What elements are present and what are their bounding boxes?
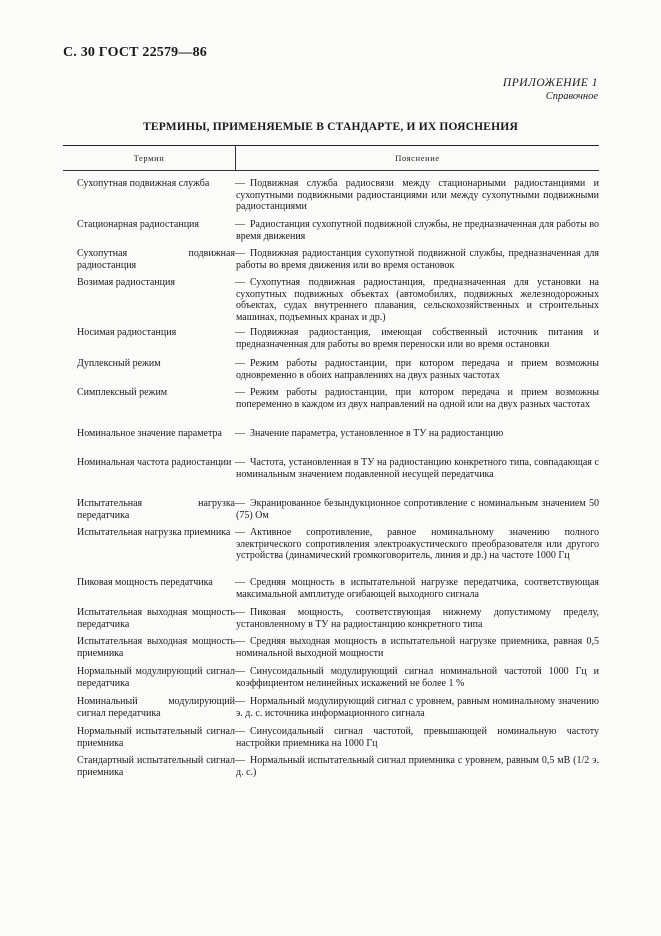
term-cell: Нормальный испытательный сигнал приемника (77, 726, 235, 749)
row-divider: — (235, 636, 245, 647)
table-header-rule (63, 170, 599, 171)
term-cell: Носимая радиостанция (77, 327, 177, 338)
appendix-title: ПРИЛОЖЕНИЕ 1 (502, 77, 598, 89)
explanation-cell: Режим работы радиостанции, при котором передача и прием возможны одновременно в обоих направлениях на двух разных частотах (236, 358, 599, 381)
term-cell: Испытательная выходная мощность приемника (77, 636, 235, 659)
explanation-cell: Режим работы радиостанции, при котором передача и прием возможны попеременно в каждом из двух направлений на одной или на двух разных частотах (236, 387, 599, 410)
row-divider: — (235, 277, 245, 288)
row-divider: — (235, 358, 245, 369)
explanation-cell: Подвижная радиостанция сухопутной подвижной службы, предназначенная для работы во время движения или во время остановок (236, 248, 599, 271)
explanation-cell: Частота, установленная в ТУ на радиостанцию конкретного типа, совпадающая с номинальным значением подавленной несущей передатчика (236, 457, 599, 480)
row-divider: — (235, 387, 245, 398)
row-divider: — (235, 607, 245, 618)
term-cell: Дуплексный режим (77, 358, 161, 369)
term-cell: Испытательная выходная мощность передатчика (77, 607, 235, 630)
row-divider: — (235, 327, 245, 338)
column-header-explanation: Пояснение (395, 153, 440, 163)
appendix-subtitle: Справочное (545, 91, 598, 102)
explanation-cell: Пиковая мощность, соответствующая нижнему допустимому пределу, установленному в ТУ на радиостанцию конкретного типа (236, 607, 599, 630)
term-cell: Номинальное значение параметра (77, 428, 222, 439)
row-divider: — (235, 219, 245, 230)
table-top-rule (63, 145, 599, 146)
term-cell: Номинальный модулирующий сигнал передатчика (77, 696, 235, 719)
row-divider: — (235, 248, 245, 259)
term-cell: Испытательная нагрузка приемника (77, 527, 231, 538)
explanation-cell: Сухопутная подвижная радиостанция, предназначенная для установки на сухопутных подвижных объектах (автомобилях, подвижных железнодорожных объектах, судах внутреннего плавания, сельскохозяйственных и строительных машинах, подъемных кранах и др.) (236, 277, 599, 323)
row-divider: — (235, 696, 245, 707)
document-title: ТЕРМИНЫ, ПРИМЕНЯЕМЫЕ В СТАНДАРТЕ, И ИХ ПОЯСНЕНИЯ (143, 121, 518, 133)
explanation-cell: Активное сопротивление, равное номинальному значению полного электрического сопротивления электроакустического преобразователя или другого устройства (динамический громкоговоритель, линия и др.) на частоте 1000 Гц (236, 527, 599, 562)
term-cell: Номинальная частота радиостанции (77, 457, 232, 468)
term-cell: Стандартный испытательный сигнал приемника (77, 755, 235, 778)
column-header-term: Термин (133, 153, 165, 163)
explanation-cell: Подвижная радиостанция, имеющая собственный источник питания и предназначенная для работы во время переноски или во время остановки (236, 327, 599, 350)
term-cell: Испытательная нагрузка передатчика (77, 498, 235, 521)
term-cell: Пиковая мощность передатчика (77, 577, 213, 588)
explanation-cell: Средняя выходная мощность в испытательной нагрузке приемника, равная 0,5 номинальной выходной мощности (236, 636, 599, 659)
explanation-cell: Значение параметра, установленное в ТУ на радиостанцию (250, 428, 504, 439)
explanation-cell: Синусоидальный модулирующий сигнал номинальной частотой 1000 Гц и коэффициентом нелинейных искажений не более 1 % (236, 666, 599, 689)
row-divider: — (235, 428, 245, 439)
explanation-cell: Подвижная служба радиосвязи между стационарными радиостанциями и сухопутными подвижными радиостанциями или между сухопутными подвижными радиостанциями (236, 178, 599, 213)
row-divider: — (235, 666, 245, 677)
term-cell: Возимая радиостанция (77, 277, 175, 288)
term-cell: Стационарная радиостанция (77, 219, 200, 230)
page-header: С. 30 ГОСТ 22579—86 (63, 45, 207, 60)
explanation-cell: Нормальный модулирующий сигнал с уровнем, равным номинальному значению э. д. с. источника информационного сигнала (236, 696, 599, 719)
appendix-label (503, 77, 598, 103)
term-cell: Сухопутная подвижная служба (77, 178, 210, 189)
term-cell: Нормальный модулирующий сигнал передатчика (77, 666, 235, 689)
term-cell: Симплексный режим (77, 387, 168, 398)
row-divider: — (235, 577, 245, 588)
row-divider: — (235, 755, 245, 766)
row-divider: — (235, 498, 245, 509)
explanation-cell: Синусоидальный сигнал частотой, превышающей номинальную частоту настройки приемника на 1000 Гц (236, 726, 599, 749)
row-divider: — (235, 457, 245, 468)
row-divider: — (235, 726, 245, 737)
explanation-cell: Средняя мощность в испытательной нагрузке передатчика, соответствующая максимальной амплитуде огибающей выходного сигнала (236, 577, 599, 600)
row-divider: — (235, 178, 245, 189)
term-cell: Сухопутная подвижная радиостанция (77, 248, 235, 271)
row-divider: — (235, 527, 245, 538)
explanation-cell: Нормальный испытательный сигнал приемника с уровнем, равным 0,5 мВ (1/2 э. д. с.) (236, 755, 599, 778)
explanation-cell: Радиостанция сухопутной подвижной службы, не предназначенная для работы во время движения (236, 219, 599, 242)
explanation-cell: Экранированное безындукционное сопротивление с номинальным значением 50 (75) Ом (236, 498, 599, 521)
